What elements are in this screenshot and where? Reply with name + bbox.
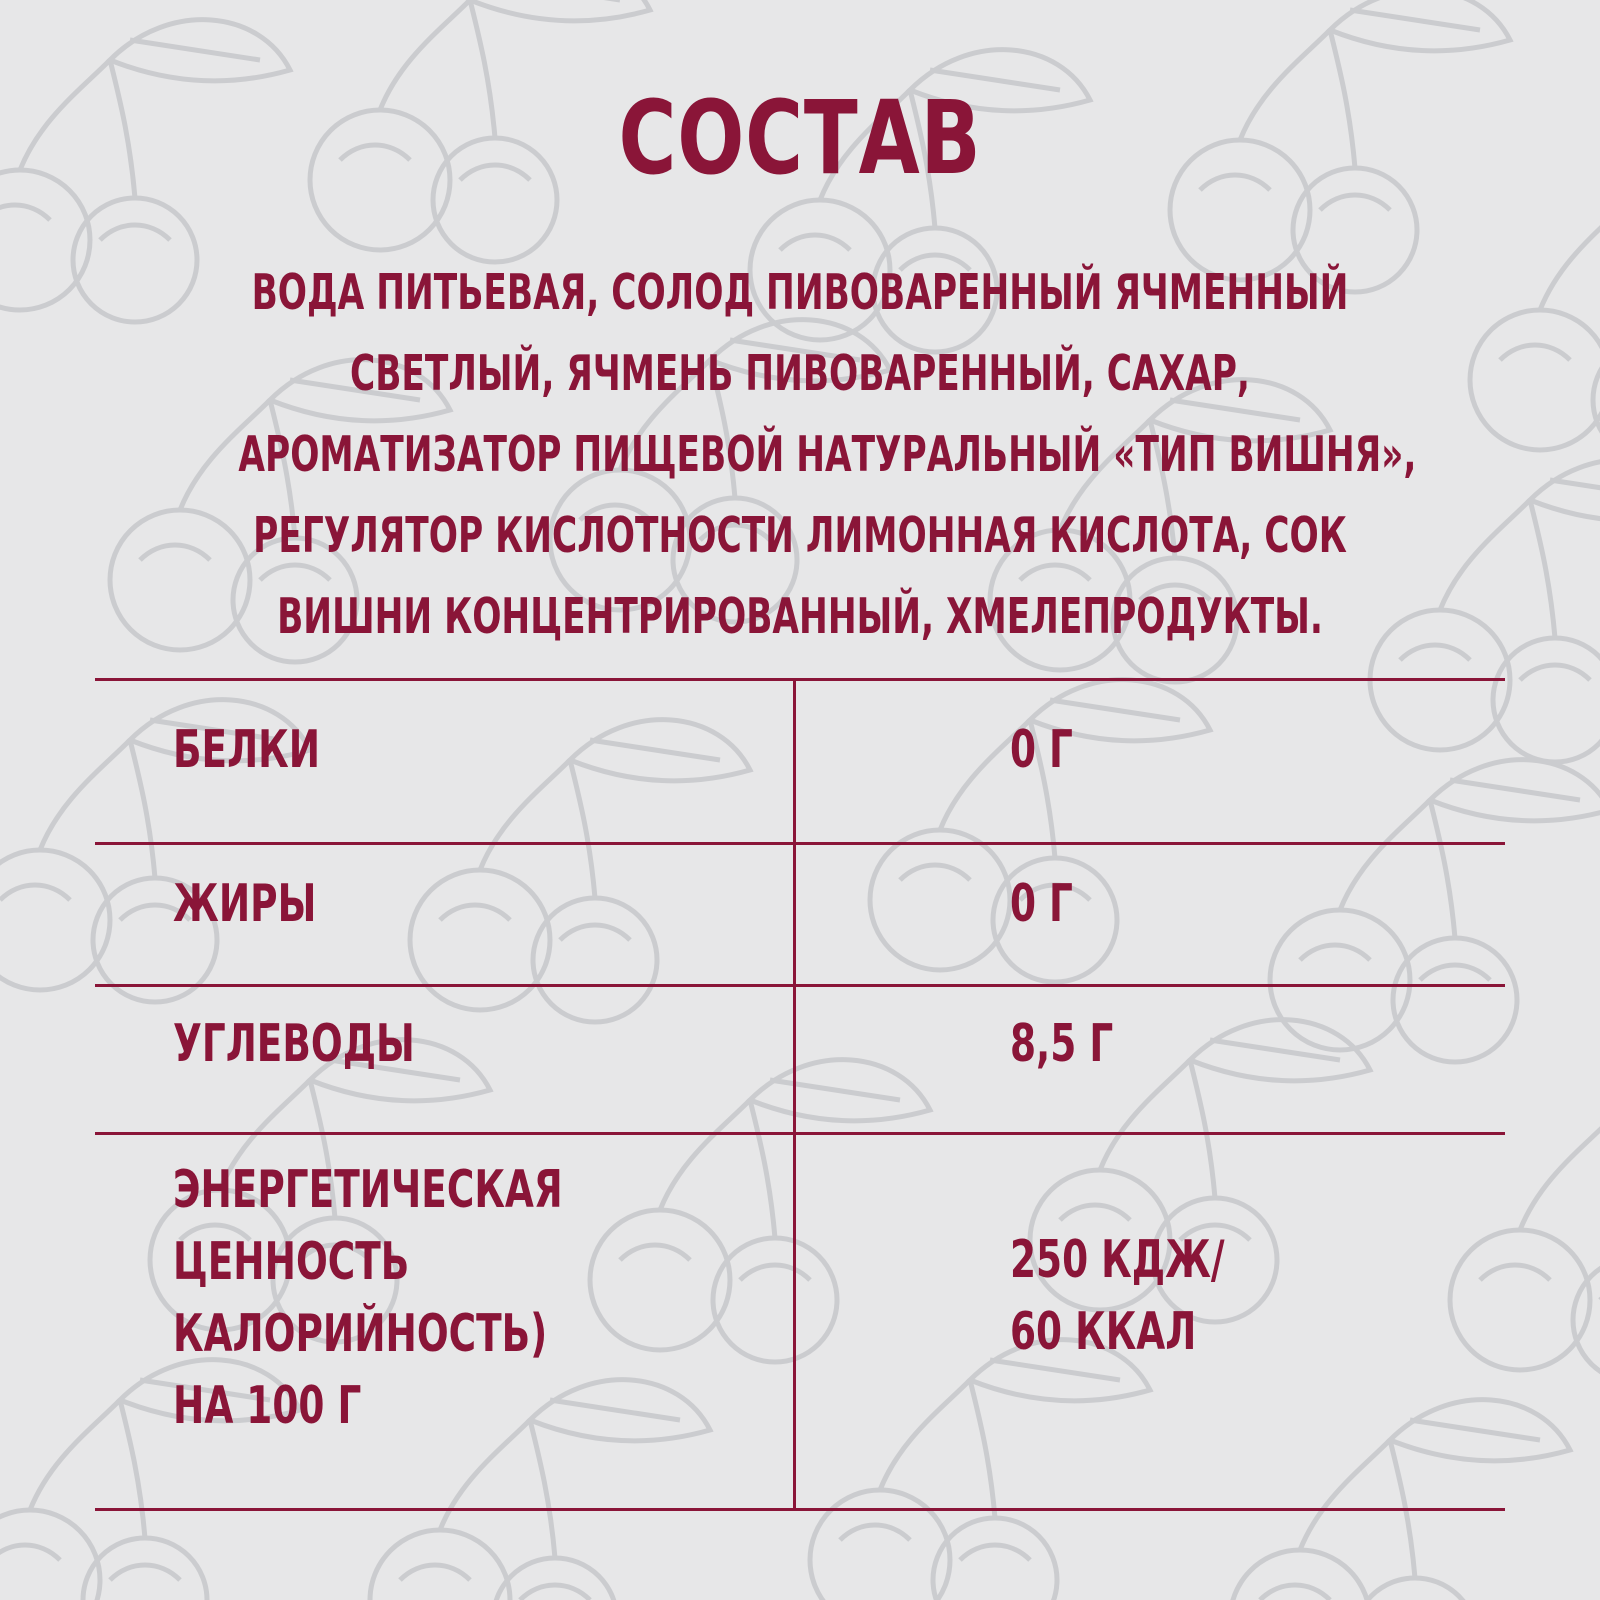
- nutrient-value-line: 250 КДЖ/: [1010, 1230, 1225, 1290]
- nutrient-label-line: ЦЕННОСТЬ: [173, 1232, 410, 1292]
- nutrient-label-fat: [173, 868, 316, 940]
- nutrient-value-fat: [1010, 868, 1073, 940]
- nutrient-value-line: 0 Г: [1010, 874, 1073, 934]
- nutrient-label-line: ЖИРЫ: [173, 874, 317, 934]
- nutrient-label-line: НА 100 Г: [173, 1376, 362, 1436]
- nutrient-value-protein: [1010, 714, 1073, 786]
- nutrient-value-carbs: [1010, 1008, 1113, 1080]
- table-column-divider: [793, 678, 796, 1511]
- table-divider: [95, 842, 1505, 845]
- table-divider: [95, 1508, 1505, 1511]
- table-divider: [95, 1132, 1505, 1135]
- ingredients-line: РЕГУЛЯТОР КИСЛОТНОСТИ ЛИМОННАЯ КИСЛОТА, СОК: [253, 507, 1347, 564]
- nutrient-label-line: УГЛЕВОДЫ: [173, 1014, 415, 1074]
- nutrient-label-carbs: [173, 1008, 415, 1080]
- table-divider: [95, 678, 1505, 681]
- ingredients-line: ВИШНИ КОНЦЕНТРИРОВАННЫЙ, ХМЕЛЕПРОДУКТЫ.: [277, 588, 1323, 645]
- nutrient-label-line: ЭНЕРГЕТИЧЕСКАЯ: [173, 1160, 563, 1220]
- ingredients-line: СВЕТЛЫЙ, ЯЧМЕНЬ ПИВОВАРЕННЫЙ, САХАР,: [349, 345, 1250, 402]
- nutrient-value-line: 60 ККАЛ: [1010, 1302, 1197, 1362]
- nutrition-table: [95, 678, 1505, 1511]
- nutrient-value-energy: [1010, 1224, 1225, 1368]
- page-title: СОСТАВ: [618, 79, 982, 198]
- nutrient-value-line: 0 Г: [1010, 720, 1073, 780]
- ingredients-line: АРОМАТИЗАТОР ПИЩЕВОЙ НАТУРАЛЬНЫЙ «ТИП ВИШНЯ»,: [238, 426, 1417, 483]
- table-divider: [95, 984, 1505, 987]
- nutrient-label-energy: [173, 1154, 563, 1442]
- ingredients-line: ВОДА ПИТЬЕВАЯ, СОЛОД ПИВОВАРЕННЫЙ ЯЧМЕННЫЙ: [251, 264, 1349, 321]
- nutrient-value-line: 8,5 Г: [1010, 1014, 1114, 1074]
- nutrient-label-protein: [173, 714, 320, 786]
- nutrient-label-line: КАЛОРИЙНОСТЬ): [173, 1304, 548, 1364]
- nutrient-label-line: БЕЛКИ: [173, 720, 321, 780]
- ingredients-text: [238, 252, 1417, 657]
